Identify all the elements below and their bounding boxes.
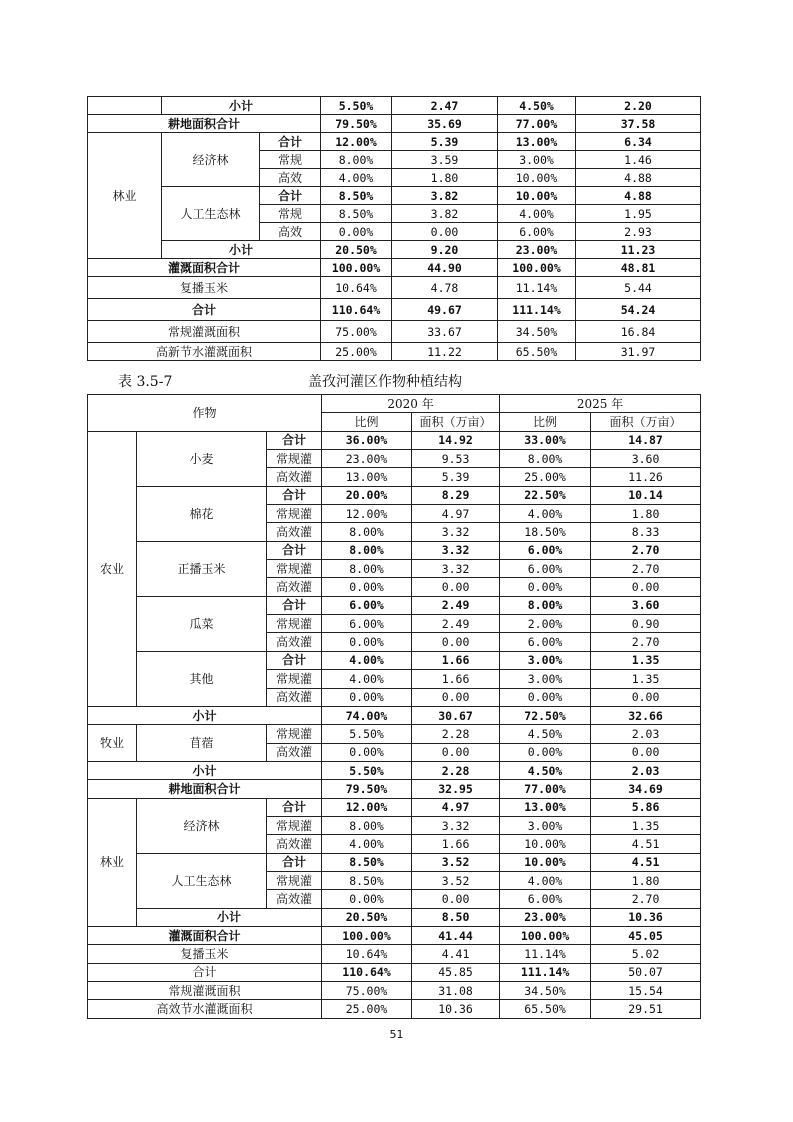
cell-ratio-2025: 0.00%: [500, 743, 591, 761]
cell-ratio-2020: 13.00%: [322, 468, 412, 486]
table-row: [88, 115, 701, 133]
page-number: 51: [389, 1028, 404, 1041]
cell-area-2020: 10.36: [412, 1000, 500, 1018]
cell-area-2025: 50.07: [591, 963, 701, 981]
cell-ratio-2025: 8.00%: [500, 596, 591, 614]
cell-ratio-2025: 6.00%: [498, 223, 576, 241]
cell-ratio-2020: 8.50%: [322, 871, 412, 889]
sub-label: 合计: [267, 486, 322, 504]
cell-area-2020: 1.66: [412, 835, 500, 853]
cell-area-2025: 2.70: [591, 541, 701, 559]
cell-ratio-2025: 4.50%: [500, 761, 591, 779]
header-area: 面积（万亩）: [591, 413, 701, 431]
cell-area-2025: 5.44: [576, 277, 701, 299]
cell-ratio-2025: 34.50%: [500, 982, 591, 1000]
cell-area-2020: 45.85: [412, 963, 500, 981]
crop-label: 人工生态林: [137, 853, 267, 908]
cell-ratio-2020: 8.50%: [322, 853, 412, 871]
cell-area-2025: 2.20: [576, 97, 701, 115]
cell-area-2020: 14.92: [412, 431, 500, 449]
cell-ratio-2020: 79.50%: [322, 780, 412, 798]
cell-area-2020: 3.32: [412, 541, 500, 559]
cell-area-2020: 0.00: [412, 633, 500, 651]
cell-ratio-2025: 25.00%: [500, 468, 591, 486]
row-label: 小计: [162, 97, 321, 115]
cell-ratio-2020: 75.00%: [322, 982, 412, 1000]
cell-ratio-2020: 75.00%: [321, 321, 392, 343]
cell-ratio-2020: 36.00%: [322, 431, 412, 449]
cell-ratio-2025: 4.00%: [500, 871, 591, 889]
crop-label: 人工生态林: [162, 187, 260, 241]
cell-area-2020: 2.49: [412, 596, 500, 614]
cell-area-2025: 11.26: [591, 468, 701, 486]
cell-ratio-2025: 13.00%: [500, 798, 591, 816]
cell-ratio-2025: 34.50%: [498, 321, 576, 343]
sub-label: 高效: [260, 169, 321, 187]
cell-area-2020: 11.22: [392, 343, 498, 361]
cell-area-2020: 5.39: [392, 133, 498, 151]
sub-label: 常规灌: [267, 816, 322, 834]
sub-label: 合计: [267, 853, 322, 871]
cell-area-2020: 3.32: [412, 523, 500, 541]
crop-label: 其他: [137, 651, 267, 706]
table-row: [88, 596, 701, 614]
cell-area-2025: 2.03: [591, 725, 701, 743]
row-label: 高效节水灌溉面积: [88, 1000, 322, 1018]
cell-ratio-2025: 11.14%: [500, 945, 591, 963]
cell-ratio-2025: 0.00%: [500, 688, 591, 706]
cell-area-2020: 0.00: [412, 578, 500, 596]
cell-ratio-2020: 8.00%: [321, 151, 392, 169]
table-row: [88, 1000, 701, 1018]
cell-area-2025: 11.23: [576, 241, 701, 259]
cell-ratio-2020: 12.00%: [322, 505, 412, 523]
cell-area-2025: 4.51: [591, 835, 701, 853]
table-row: [88, 97, 701, 115]
cell-ratio-2025: 3.00%: [500, 816, 591, 834]
cell-ratio-2025: 10.00%: [498, 169, 576, 187]
cell-area-2025: 16.84: [576, 321, 701, 343]
cell-area-2020: 0.00: [412, 743, 500, 761]
cell-area-2025: 1.35: [591, 670, 701, 688]
cell-ratio-2020: 4.00%: [321, 169, 392, 187]
cell-area-2020: 44.90: [392, 259, 498, 277]
sub-label: 高效灌: [267, 468, 322, 486]
cell-area-2025: 10.36: [591, 908, 701, 926]
group-label-agriculture: 农业: [88, 431, 137, 706]
table-caption: [118, 371, 678, 391]
cell-ratio-2020: 10.64%: [321, 277, 392, 299]
sub-label: 高效: [260, 223, 321, 241]
cell-area-2025: 14.87: [591, 431, 701, 449]
cell-area-2020: 2.28: [412, 761, 500, 779]
row-label: 耕地面积合计: [88, 780, 322, 798]
sub-label: 合计: [260, 187, 321, 205]
table-row: [88, 486, 701, 504]
cell-area-2020: 3.82: [392, 187, 498, 205]
cell-ratio-2025: 23.00%: [500, 908, 591, 926]
cell-ratio-2020: 12.00%: [322, 798, 412, 816]
cell-ratio-2025: 65.50%: [500, 1000, 591, 1018]
cell-ratio-2025: 72.50%: [500, 706, 591, 724]
table-title: 盖孜河灌区作物种植结构: [308, 374, 462, 390]
cell-area-2025: 1.80: [591, 871, 701, 889]
sub-label: 合计: [267, 541, 322, 559]
cell-area-2020: 49.67: [392, 299, 498, 321]
table-row: [88, 926, 701, 944]
cell-area-2025: 29.51: [591, 1000, 701, 1018]
cell-ratio-2020: 5.50%: [322, 725, 412, 743]
cell-ratio-2025: 22.50%: [500, 486, 591, 504]
row-label: 小计: [88, 706, 322, 724]
sub-label: 合计: [267, 798, 322, 816]
sub-label: 高效灌: [267, 688, 322, 706]
group-cell-continued: [88, 97, 162, 115]
sub-label: 合计: [260, 133, 321, 151]
cell-ratio-2020: 8.00%: [322, 816, 412, 834]
cell-area-2020: 9.20: [392, 241, 498, 259]
cell-ratio-2020: 6.00%: [322, 615, 412, 633]
cell-area-2020: 9.53: [412, 450, 500, 468]
cell-ratio-2020: 4.00%: [322, 651, 412, 669]
cell-area-2020: 32.95: [412, 780, 500, 798]
table-row: [88, 187, 701, 205]
sub-label: 常规灌: [267, 871, 322, 889]
cell-ratio-2020: 100.00%: [321, 259, 392, 277]
cell-area-2020: 1.66: [412, 670, 500, 688]
cell-ratio-2025: 100.00%: [500, 926, 591, 944]
prev-table-continuation: [87, 96, 701, 361]
cell-ratio-2020: 0.00%: [322, 890, 412, 908]
cell-ratio-2020: 5.50%: [321, 97, 392, 115]
cell-ratio-2020: 0.00%: [322, 633, 412, 651]
cell-area-2025: 10.14: [591, 486, 701, 504]
cell-area-2025: 0.00: [591, 578, 701, 596]
cell-area-2025: 34.69: [591, 780, 701, 798]
header-year-2020: 2020 年: [322, 395, 500, 413]
cell-area-2025: 5.86: [591, 798, 701, 816]
group-label-livestock: 牧业: [88, 725, 137, 762]
table-row: [88, 761, 701, 779]
cell-ratio-2020: 0.00%: [321, 223, 392, 241]
cell-area-2020: 1.80: [392, 169, 498, 187]
cell-area-2020: 1.66: [412, 651, 500, 669]
cell-ratio-2025: 77.00%: [500, 780, 591, 798]
cell-ratio-2025: 4.00%: [498, 205, 576, 223]
cell-ratio-2020: 79.50%: [321, 115, 392, 133]
table-row: [88, 982, 701, 1000]
cell-ratio-2025: 13.00%: [498, 133, 576, 151]
cell-area-2020: 2.47: [392, 97, 498, 115]
cell-ratio-2025: 6.00%: [500, 633, 591, 651]
cell-area-2025: 1.35: [591, 651, 701, 669]
cell-ratio-2025: 4.50%: [500, 725, 591, 743]
row-label: 常规灌溉面积: [88, 982, 322, 1000]
sub-label: 常规: [260, 151, 321, 169]
row-label: 灌溉面积合计: [88, 259, 321, 277]
cell-ratio-2025: 100.00%: [498, 259, 576, 277]
group-label-forestry: 林业: [88, 798, 137, 926]
table-row: [88, 780, 701, 798]
row-label: 合计: [88, 963, 322, 981]
table-row: [88, 945, 701, 963]
cell-ratio-2025: 4.00%: [500, 505, 591, 523]
crop-label: 瓜菜: [137, 596, 267, 651]
cell-ratio-2020: 23.00%: [322, 450, 412, 468]
sub-label: 高效灌: [267, 890, 322, 908]
cell-area-2025: 3.60: [591, 450, 701, 468]
cell-ratio-2025: 6.00%: [500, 541, 591, 559]
cell-area-2025: 4.88: [576, 187, 701, 205]
cell-area-2025: 2.70: [591, 633, 701, 651]
row-label: 复播玉米: [88, 945, 322, 963]
cell-area-2020: 3.32: [412, 560, 500, 578]
cell-ratio-2020: 4.00%: [322, 835, 412, 853]
header-area: 面积（万亩）: [412, 413, 500, 431]
cell-area-2025: 48.81: [576, 259, 701, 277]
table-row: [88, 241, 701, 259]
sub-label: 常规灌: [267, 450, 322, 468]
sub-label: 常规灌: [267, 560, 322, 578]
sub-label: 高效灌: [267, 633, 322, 651]
cell-ratio-2020: 10.64%: [322, 945, 412, 963]
cell-ratio-2025: 6.00%: [500, 890, 591, 908]
cell-area-2025: 1.35: [591, 816, 701, 834]
crop-structure-table: [87, 394, 701, 1019]
sub-label: 常规灌: [267, 615, 322, 633]
sub-label: 常规灌: [267, 725, 322, 743]
cell-ratio-2025: 10.00%: [498, 187, 576, 205]
cell-area-2025: 5.02: [591, 945, 701, 963]
cell-area-2020: 2.28: [412, 725, 500, 743]
header-year-2025: 2025 年: [500, 395, 701, 413]
row-label: 复播玉米: [88, 277, 321, 299]
cell-ratio-2020: 110.64%: [322, 963, 412, 981]
cell-area-2020: 35.69: [392, 115, 498, 133]
cell-area-2025: 3.60: [591, 596, 701, 614]
cell-ratio-2025: 4.50%: [498, 97, 576, 115]
table-row: [88, 725, 701, 743]
table-row: [88, 343, 701, 361]
table-row: [88, 259, 701, 277]
cell-area-2020: 3.82: [392, 205, 498, 223]
sub-label: 高效灌: [267, 523, 322, 541]
cell-ratio-2025: 2.00%: [500, 615, 591, 633]
cell-ratio-2025: 111.14%: [498, 299, 576, 321]
cell-area-2020: 3.52: [412, 853, 500, 871]
sub-label: 合计: [267, 651, 322, 669]
row-label: 合计: [88, 299, 321, 321]
table-row: [88, 321, 701, 343]
cell-ratio-2025: 33.00%: [500, 431, 591, 449]
cell-ratio-2025: 23.00%: [498, 241, 576, 259]
sub-label: 高效灌: [267, 835, 322, 853]
crop-label: 苜蓿: [137, 725, 267, 762]
cell-area-2020: 41.44: [412, 926, 500, 944]
cell-area-2025: 45.05: [591, 926, 701, 944]
cell-ratio-2020: 0.00%: [322, 743, 412, 761]
cell-area-2025: 54.24: [576, 299, 701, 321]
cell-ratio-2020: 20.50%: [321, 241, 392, 259]
cell-area-2020: 0.00: [412, 890, 500, 908]
cell-area-2020: 4.97: [412, 505, 500, 523]
group-label-forestry: 林业: [88, 133, 162, 259]
cell-ratio-2025: 77.00%: [498, 115, 576, 133]
cell-ratio-2025: 11.14%: [498, 277, 576, 299]
cell-area-2025: 0.00: [591, 743, 701, 761]
sub-label: 常规灌: [267, 670, 322, 688]
cell-area-2020: 5.39: [412, 468, 500, 486]
cell-ratio-2020: 8.50%: [321, 205, 392, 223]
cell-area-2020: 30.67: [412, 706, 500, 724]
table-row: [88, 299, 701, 321]
sub-label: 合计: [267, 596, 322, 614]
cell-ratio-2025: 6.00%: [500, 560, 591, 578]
cell-ratio-2020: 8.50%: [321, 187, 392, 205]
table-row: [88, 853, 701, 871]
cell-ratio-2020: 100.00%: [322, 926, 412, 944]
sub-label: 常规: [260, 205, 321, 223]
row-label: 耕地面积合计: [88, 115, 321, 133]
cell-area-2020: 4.97: [412, 798, 500, 816]
row-label: 灌溉面积合计: [88, 926, 322, 944]
cell-area-2025: 0.00: [591, 688, 701, 706]
cell-area-2020: 0.00: [412, 688, 500, 706]
cell-area-2025: 2.93: [576, 223, 701, 241]
cell-area-2020: 31.08: [412, 982, 500, 1000]
cell-area-2020: 33.67: [392, 321, 498, 343]
cell-ratio-2025: 10.00%: [500, 853, 591, 871]
cell-ratio-2025: 3.00%: [500, 651, 591, 669]
cell-ratio-2020: 4.00%: [322, 670, 412, 688]
cell-ratio-2020: 12.00%: [321, 133, 392, 151]
cell-ratio-2020: 0.00%: [322, 578, 412, 596]
cell-area-2025: 4.51: [591, 853, 701, 871]
cell-area-2020: 2.49: [412, 615, 500, 633]
table-row: [88, 541, 701, 559]
cell-area-2025: 8.33: [591, 523, 701, 541]
cell-ratio-2020: 6.00%: [322, 596, 412, 614]
cell-ratio-2025: 3.00%: [498, 151, 576, 169]
cell-area-2025: 32.66: [591, 706, 701, 724]
crop-label: 正播玉米: [137, 541, 267, 596]
table-number: 表 3.5-7: [118, 374, 173, 390]
cell-ratio-2025: 111.14%: [500, 963, 591, 981]
row-label: 高新节水灌溉面积: [88, 343, 321, 361]
cell-area-2020: 8.29: [412, 486, 500, 504]
table-row: [88, 133, 701, 151]
cell-ratio-2025: 65.50%: [498, 343, 576, 361]
cell-area-2020: 4.78: [392, 277, 498, 299]
cell-area-2020: 3.52: [412, 871, 500, 889]
cell-ratio-2020: 8.00%: [322, 541, 412, 559]
cell-ratio-2020: 20.00%: [322, 486, 412, 504]
cell-ratio-2020: 5.50%: [322, 761, 412, 779]
cell-area-2020: 3.32: [412, 816, 500, 834]
cell-ratio-2020: 20.50%: [322, 908, 412, 926]
cell-area-2025: 1.95: [576, 205, 701, 223]
cell-ratio-2025: 0.00%: [500, 578, 591, 596]
table-row: [88, 277, 701, 299]
crop-label: 经济林: [162, 133, 260, 187]
row-label: 小计: [137, 908, 322, 926]
table-row: [88, 651, 701, 669]
cell-ratio-2020: 8.00%: [322, 560, 412, 578]
header-row: [88, 395, 701, 413]
cell-area-2025: 2.70: [591, 560, 701, 578]
sub-label: 高效灌: [267, 743, 322, 761]
cell-area-2025: 15.54: [591, 982, 701, 1000]
table-row: [88, 706, 701, 724]
cell-area-2020: 3.59: [392, 151, 498, 169]
cell-ratio-2020: 110.64%: [321, 299, 392, 321]
cell-area-2025: 1.80: [591, 505, 701, 523]
cell-ratio-2025: 18.50%: [500, 523, 591, 541]
cell-area-2025: 31.97: [576, 343, 701, 361]
table-row: [88, 908, 701, 926]
cell-ratio-2025: 8.00%: [500, 450, 591, 468]
cell-area-2025: 37.58: [576, 115, 701, 133]
cell-ratio-2020: 25.00%: [322, 1000, 412, 1018]
header-crop: 作物: [88, 395, 322, 432]
cell-ratio-2025: 3.00%: [500, 670, 591, 688]
cell-area-2025: 0.90: [591, 615, 701, 633]
cell-area-2025: 1.46: [576, 151, 701, 169]
cell-ratio-2020: 8.00%: [322, 523, 412, 541]
row-label: 小计: [162, 241, 321, 259]
sub-label: 高效灌: [267, 578, 322, 596]
cell-ratio-2020: 25.00%: [321, 343, 392, 361]
crop-label: 经济林: [137, 798, 267, 853]
cell-area-2020: 8.50: [412, 908, 500, 926]
cell-ratio-2025: 10.00%: [500, 835, 591, 853]
cell-area-2025: 2.70: [591, 890, 701, 908]
cell-ratio-2020: 0.00%: [322, 688, 412, 706]
header-ratio: 比例: [500, 413, 591, 431]
table-row: [88, 798, 701, 816]
cell-area-2025: 2.03: [591, 761, 701, 779]
sub-label: 合计: [267, 431, 322, 449]
cell-area-2020: 0.00: [392, 223, 498, 241]
sub-label: 常规灌: [267, 505, 322, 523]
cell-ratio-2020: 74.00%: [322, 706, 412, 724]
crop-label: 小麦: [137, 431, 267, 486]
cell-area-2020: 4.41: [412, 945, 500, 963]
cell-area-2025: 4.88: [576, 169, 701, 187]
table-row: [88, 431, 701, 449]
cell-area-2025: 6.34: [576, 133, 701, 151]
header-ratio: 比例: [322, 413, 412, 431]
row-label: 小计: [88, 761, 322, 779]
crop-label: 棉花: [137, 486, 267, 541]
row-label: 常规灌溉面积: [88, 321, 321, 343]
table-row: [88, 963, 701, 981]
